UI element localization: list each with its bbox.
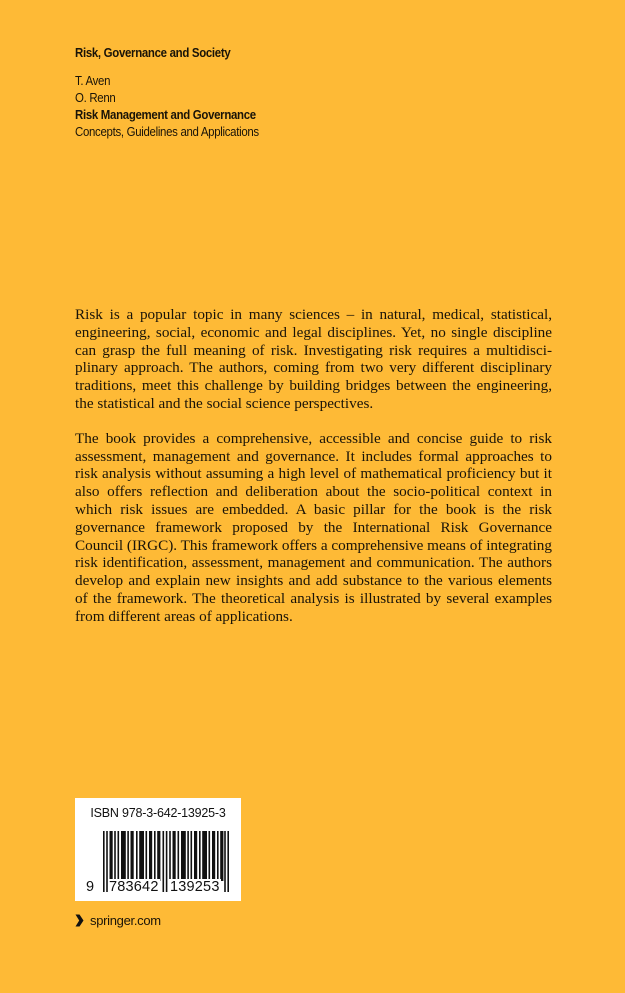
- isbn-barcode-panel: [75, 798, 241, 901]
- book-title: Risk Management and Governance: [75, 107, 256, 122]
- description-paragraph-1: Risk is a popular topic in many sciences – in natural, medical, statistical, engineering, social, economic and legal disciplines. Yet, no single discipline can grasp the full meaning of risk. Investigating risk requires a multidisciplinary approach. The authors, coming from two very different disciplinary traditions, meet this challenge by building bridges between the engineering, the statistical and the social science perspectives.: [75, 306, 552, 412]
- isbn-label: ISBN 978-3-642-13925-3: [90, 806, 226, 820]
- barcode-left-group: 783642: [109, 879, 159, 895]
- cover-header: [75, 44, 284, 140]
- series-title: Risk, Governance and Society: [75, 45, 231, 60]
- springer-link-text: springer.com: [90, 913, 161, 928]
- chevron-right-icon: [75, 914, 84, 927]
- barcode-right-group: 139253: [170, 879, 220, 895]
- description-paragraph-2: The book provides a comprehensive, accessible and concise guide to risk assessment, management and governance. It includes formal approaches to risk analysis without assuming a high level of mathematical proficiency but it also offers reflection and deliberation about the socio-political context in which risk issues are embedded. A basic pillar for the book is the risk governance framework proposed by the International Risk Governance Council (IRGC). This framework offers a comprehensive means of integrating risk identification, assessment, management and communication. The authors develop and explain new insights and add substance to the various elements of the framework. The theoretical analysis is illustrated by several examples from different areas of applications.: [75, 429, 552, 625]
- book-description: [75, 306, 552, 643]
- book-subtitle: Concepts, Guidelines and Applications: [75, 124, 259, 139]
- author-1: T. Aven: [75, 73, 111, 88]
- author-2: O. Renn: [75, 90, 116, 105]
- springer-link[interactable]: [75, 913, 161, 928]
- barcode-lead-digit: 9: [86, 879, 95, 895]
